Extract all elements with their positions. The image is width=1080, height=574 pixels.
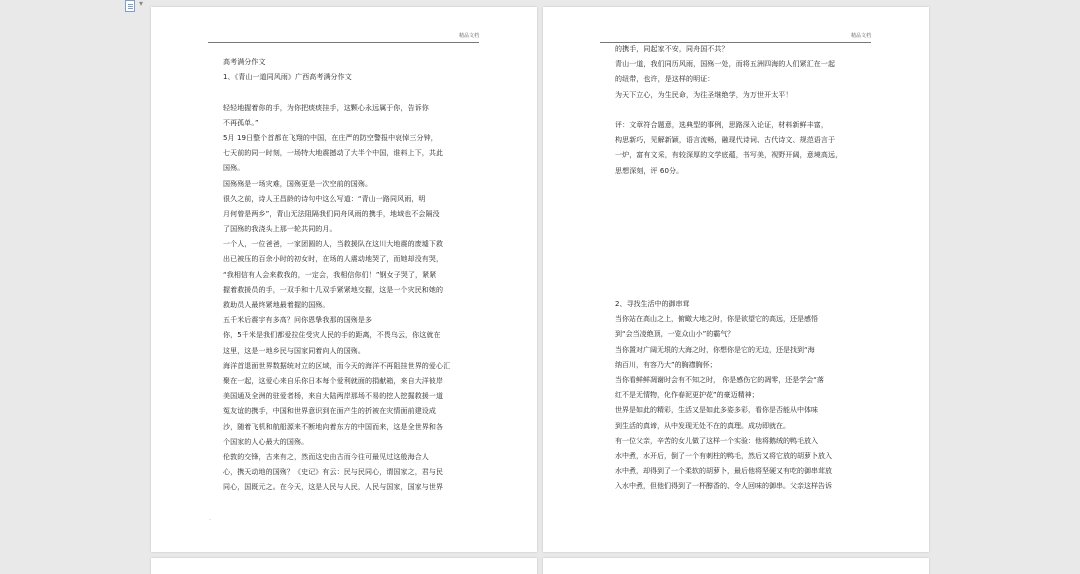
text-line: 水中煮，却得到了一个柔软的胡萝卜，最后他将坚硬又有吃的御串茸放	[615, 467, 832, 476]
page-header: 精品文档	[208, 32, 479, 43]
text-line: 有一位父亲，辛苦的女儿做了这样一个实验：他将鹅绒的鸭毛放入	[615, 436, 818, 445]
text-line: 沙，随着飞机和航船源来不断地向着东方的中国而来，这是全世界和各	[223, 422, 444, 431]
text-line: 聚在一起，这爱心来自乐你日本每个爱利就面的捐献箱，来自大洋彼岸	[223, 376, 444, 385]
text-line: 世界是如此的精彩，生活又是如此多姿多彩，看你是否能从中体味	[615, 406, 818, 415]
text-line: 青山一道，我们同历风雨，国殇一处，而将五洲四海的人们紧汇在一起	[615, 60, 836, 69]
text-line: 思想深刻，评 60分。	[615, 166, 684, 175]
text-line: “我相信有人会来救我的，一定会，我相信你们！”钢女子哭了，紧紧	[223, 270, 437, 279]
document-page-2	[543, 7, 929, 552]
text-line	[223, 85, 451, 100]
text-line: 国殇。	[223, 164, 245, 173]
text-line: 高考满分作文	[223, 58, 266, 66]
text-line: 纳百川，有容乃大”的胸襟胸怀；	[615, 360, 717, 369]
text-line: 到“会当凌绝顶，一览众山小”的霸气？	[615, 330, 735, 339]
text-line: 七天前的同一时刻，一场特大地震撼动了大半个中国，谁料上下，共此	[223, 149, 444, 158]
text-line: 一个人，一位爸爸，一家团圆的人，当救援队在这川大地震的废墟下救	[223, 240, 444, 249]
text-line: 当你站在高山之上，俯瞰大地之时，你是欲望它的高远，还是感悟	[615, 315, 818, 324]
text-line: 为天下立心，为生民命，为往圣继绝学，为万世开太平！	[615, 90, 793, 99]
text-line: 到生活的真谛，从中发现无处不在的真理。成功即就在。	[615, 421, 790, 430]
text-line: 美国通及全洲的驻爱者杨，来自大陆两岸那场不易的挖人挖掘救援一道	[223, 392, 444, 401]
page-header: 精品文档	[600, 32, 871, 43]
text-line: 轻轻地握着你的手，为你把痰痰挂手，这颗心永远属于你，告诉你	[223, 103, 429, 112]
chevron-down-icon[interactable]: ▾	[139, 0, 144, 8]
text-line: 构思新巧，见解新颖，语言流畅，融现代诗词、古代诗文、规范语言于	[615, 136, 836, 145]
text-line: 1、《青山一道同风雨》广西高考满分作文	[223, 73, 352, 82]
document-page-4	[543, 558, 929, 574]
text-line: 救助员人最终紧地最着握的国殇。	[223, 301, 330, 309]
document-page-3	[151, 558, 537, 574]
section-two	[615, 297, 860, 494]
text-line: 不再孤单。”	[223, 118, 259, 127]
page-body	[223, 55, 451, 495]
text-line: 5月 19日整个首都在飞翔的中国，在庄严的防空警报中哀悼三分钟，	[223, 133, 438, 142]
text-line: 了国殇的我浇头上那一轮共同的月。	[223, 225, 337, 234]
text-line: 很久之前，诗人王昌龄的诗句中这么写道：“青山一路同风雨，明	[223, 194, 426, 203]
text-line: 出已被压的百余小时的初女时，在场的人震动地哭了，而她却没有哭，	[223, 255, 444, 264]
text-line: 2、寻找生活中的御串茸	[615, 300, 690, 308]
text-line: 你，5千米是我们都爱拉住受灾人民的手的距离，不畏乌云，你这就在	[223, 331, 441, 340]
text-line: 同心，国既元之。在今天，这是人民与人民，人民与国家，国家与世界	[223, 483, 444, 492]
document-icon[interactable]	[125, 0, 135, 12]
page-marker: ·	[209, 517, 211, 524]
text-line: 心，携天动地的国殇？《史记》有云：民与民同心，谓国家之，君与民	[223, 468, 444, 477]
text-line: 的携手，同起家不安，同舟国不共？	[615, 45, 729, 53]
text-line: 国殇殇是一场灾难，国殇更是一次空前的国殇。	[223, 179, 373, 188]
text-line: 握着救援员的手，一双手和十几双手紧紧地交握，这是一个灾民和她的	[223, 285, 444, 294]
text-line: 月何曾是两乡”，青山无法阻隔我们同舟风雨的携手，地域也不会隔没	[223, 209, 440, 218]
text-line: 冤友谊的携手，中国和世界意识到在面产生的折被在灾情面前建设成	[223, 407, 436, 416]
text-line: 当你置对广阔无垠的大海之时，你想你是它的无边，还是找到“海	[615, 345, 815, 354]
text-line: 这里，这是一地乡民与国家同着向人的国殇。	[223, 346, 365, 355]
text-line: 水中煮，水开后，倒了一个有刺柱的鸭毛，然后又将它放的胡萝卜放入	[615, 451, 832, 460]
text-line: 伦敦的交锋，古来有之，然而这史由古而今往可最见过这般海合人	[223, 452, 429, 461]
page-body	[615, 42, 843, 179]
document-page-1	[151, 7, 537, 552]
text-line: 入水中煮，但他们得到了一杯醇香的、令人回味的御串。父亲这样告诉	[615, 482, 832, 491]
text-line: 个国家的人心最大的国殇。	[223, 437, 309, 446]
text-line: 评：文章符合题意，选典型的事例，思路深入论证，材料新鲜丰富，	[615, 120, 828, 129]
text-line: 五千米后震宇有多高？问你恩挚我那的国殇是多	[223, 316, 373, 325]
text-line: 的纽带，也许，是这样的明证：	[615, 75, 715, 84]
text-line: 一炉，富有文采，有较深厚的文学底蕴，书写美，视野开阔，意境高远，	[615, 151, 843, 160]
text-line: 当你看鲜鲜凋谢时会有不知之时， 你是感伤它的凋零，还是学会“落	[615, 375, 824, 384]
text-line: 红不是无情物，化作春泥更护花”的豪迈精神；	[615, 391, 759, 400]
text-line	[615, 103, 843, 118]
text-line: 海洋首退面世界数据统对立的区域，而今天的海洋不再阻挂世界的爱心汇	[223, 361, 451, 370]
